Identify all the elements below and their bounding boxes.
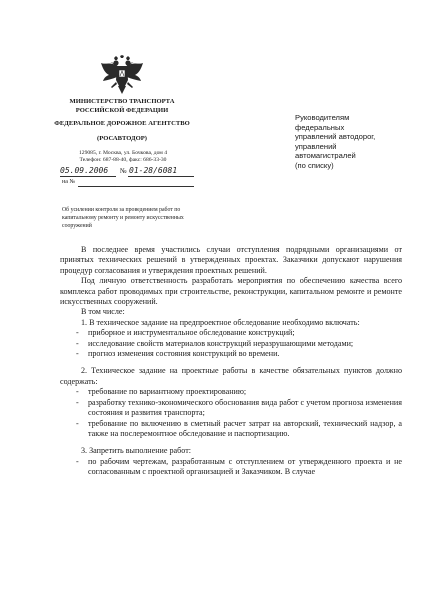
item-2-bullet-2-text: разработку технико-экономического обоснования вида работ с учетом прогноза изменения состояния и развития транспорта; bbox=[88, 397, 402, 418]
address-line-2: Телефон: 687-88-40, факс: 686-33-30 bbox=[79, 157, 167, 163]
addressee-line-2: федеральных bbox=[295, 122, 345, 132]
item-2-bullet-3 bbox=[60, 419, 402, 440]
item-2-bullet-1-text: требование по вариантному проектированию; bbox=[88, 387, 247, 397]
item-2-bullet-1 bbox=[60, 387, 402, 397]
item-3-bullet-1-text: по рабочим чертежам, разработанным с отступлением от утвержденного проекта и не согласованным с проектной организацией и Заказчиком. В случае bbox=[88, 456, 402, 477]
paragraph-intro: В последнее время участились случаи отступления подрядными организациями от принятых технических решений в утвержденных проектах. Заказчики допускают нарушения процедур согласования и утверждения проектных решений. bbox=[60, 245, 402, 275]
addressee-line-6: (по списку) bbox=[295, 160, 334, 170]
addressee-line-5: автомагистралей bbox=[295, 151, 356, 161]
addressee-line-3: управлений автодорог, bbox=[295, 132, 376, 142]
item-1-bullet-1-text: приборное и инструментальное обследование конструкций; bbox=[88, 328, 295, 338]
item-1-bullet-2-text: исследование свойств материалов конструкций неразрушающими методами; bbox=[88, 338, 354, 348]
subject-line-2: капитальному ремонту и ремонту искусственных bbox=[62, 215, 184, 221]
addressee-line-1: Руководителям bbox=[295, 113, 350, 122]
reference-label: на № bbox=[62, 179, 76, 185]
number-underline bbox=[128, 176, 194, 177]
dash-marker: - bbox=[76, 328, 79, 338]
paragraph-responsibility: Под личную ответственность разработать мероприятия по обеспечению качества всего комплекса работ проводимых при строительстве, реконструкции, капитальном ремонте и ремонте искусственных сооружений. bbox=[60, 276, 402, 307]
ministry-name bbox=[62, 97, 182, 115]
dash-marker: - bbox=[76, 338, 79, 348]
item-2-bullet-2 bbox=[60, 398, 402, 419]
letter-body bbox=[60, 245, 402, 478]
addressee-block bbox=[295, 113, 405, 171]
dash-marker: - bbox=[76, 397, 79, 407]
ministry-line-1: МИНИСТЕРСТВО ТРАНСПОРТА bbox=[69, 98, 175, 105]
address-line-1: 129085, г. Москва, ул. Бочкова, дом 4 bbox=[78, 150, 168, 156]
item-1-bullet-1 bbox=[60, 328, 402, 338]
dash-marker: - bbox=[76, 456, 79, 466]
addressee-line-4: управлений bbox=[295, 141, 337, 151]
paragraph-including: В том числе: bbox=[81, 307, 125, 317]
dash-marker: - bbox=[76, 387, 79, 397]
item-3-bullet-1 bbox=[60, 457, 402, 478]
item-1: 1. В техническое задание на предпроектное обследование необходимо включать: bbox=[81, 317, 360, 327]
item-3: 3. Запретить выполнение работ: bbox=[81, 446, 191, 456]
dash-marker: - bbox=[76, 349, 79, 359]
double-headed-eagle-icon bbox=[99, 55, 145, 97]
item-2-bullet-3-text: требование по включению в сметный расчет затрат на авторский, технический надзор, а также на послеремонтное обследование и паспортизацию. bbox=[88, 418, 402, 438]
registration-date: 05.09.2006 bbox=[60, 166, 109, 175]
reference-underline bbox=[78, 186, 194, 187]
item-1-bullet-2 bbox=[60, 339, 402, 349]
ministry-line-2: РОССИЙСКОЙ ФЕДЕРАЦИИ bbox=[75, 107, 169, 114]
item-1-bullet-3 bbox=[60, 349, 402, 359]
agency-name: ФЕДЕРАЛЬНОЕ ДОРОЖНОЕ АГЕНТСТВО bbox=[54, 120, 190, 127]
subject-line-3: сооружений bbox=[62, 223, 92, 229]
item-1-bullet-3-text: прогноз изменения состояния конструкций во времени. bbox=[88, 349, 280, 359]
letter-subject bbox=[62, 206, 222, 230]
registration-number-label: № bbox=[120, 167, 127, 175]
letterhead-address bbox=[70, 150, 176, 164]
subject-line-1: Об усилении контроля за проведением работ по bbox=[62, 207, 181, 213]
agency-abbreviation: (РОСАВТОДОР) bbox=[97, 135, 147, 142]
date-underline bbox=[60, 176, 116, 177]
dash-marker: - bbox=[76, 418, 79, 428]
registration-number: 01-28/6081 bbox=[129, 166, 178, 175]
item-2: 2. Техническое задание на проектные работы в качестве обязательных пунктов должно содержать: bbox=[60, 366, 402, 386]
